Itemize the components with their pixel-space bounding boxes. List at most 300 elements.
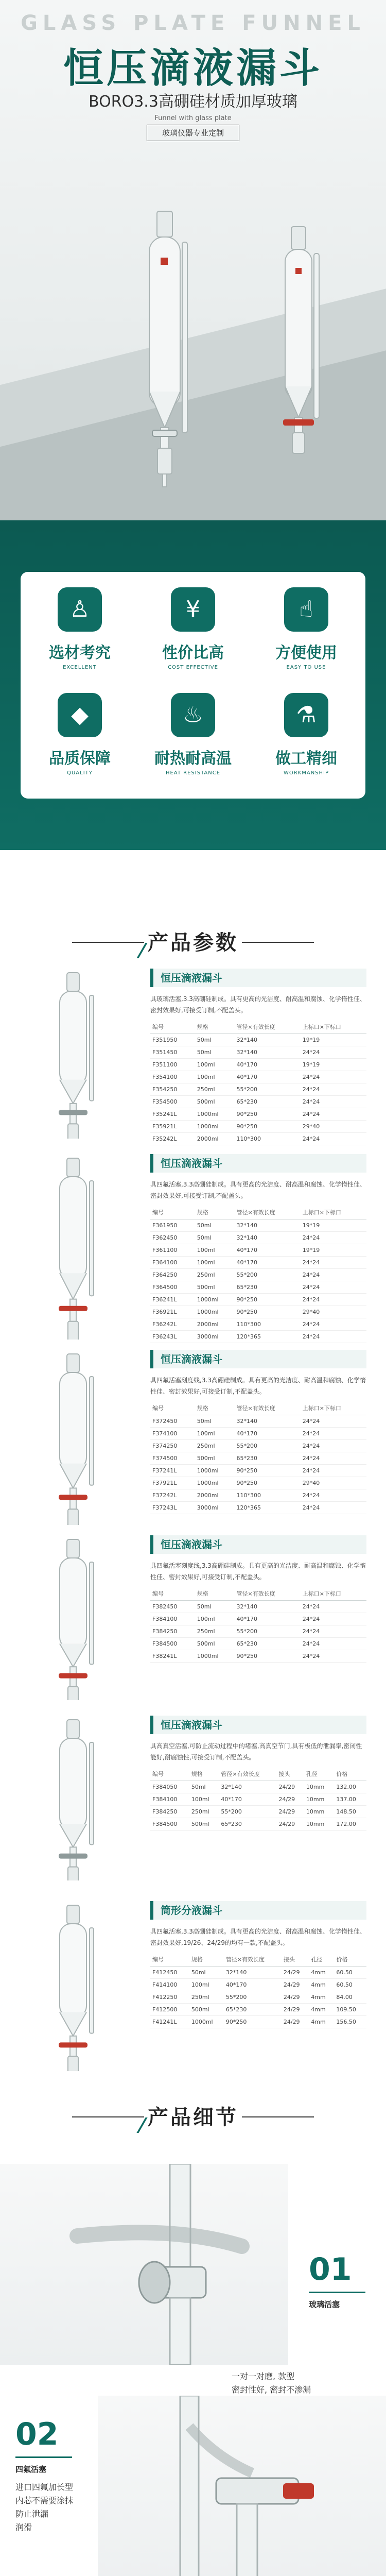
spec-cell: 60.50 bbox=[334, 1966, 366, 1978]
feature-quality bbox=[28, 693, 131, 776]
feature-label: 做工精细 bbox=[275, 750, 337, 768]
table-row bbox=[150, 1120, 366, 1132]
table-row bbox=[150, 1318, 366, 1330]
detail-title: 玻璃活塞 bbox=[309, 2300, 340, 2309]
spec-cell: F361950 bbox=[150, 1219, 195, 1231]
spec-cell: 24*24 bbox=[301, 1330, 366, 1343]
spec-cell: 55*200 bbox=[219, 1805, 276, 1818]
spec-header-cell: 规格 bbox=[189, 1767, 219, 1781]
spec-cell: 24/29 bbox=[282, 2003, 309, 2015]
spec-cell: F35242L bbox=[150, 1132, 195, 1145]
spec-cell: 24/29 bbox=[276, 1793, 304, 1805]
spec-cell: F374100 bbox=[150, 1427, 195, 1439]
feature-label: 方便使用 bbox=[275, 644, 337, 662]
spec-cell: 24/29 bbox=[282, 1991, 309, 2003]
spec-cell: 137.00 bbox=[334, 1793, 366, 1805]
table-row bbox=[150, 1095, 366, 1108]
spec-cell: F35241L bbox=[150, 1108, 195, 1120]
spec-cell: 24*24 bbox=[301, 1427, 366, 1439]
table-row bbox=[150, 1132, 366, 1145]
detail-number: 01 bbox=[309, 2251, 352, 2287]
table-row bbox=[150, 1058, 366, 1071]
spec-cell: 24*24 bbox=[301, 1637, 366, 1650]
spec-cell: 24*24 bbox=[301, 1046, 366, 1058]
spec-cell: 50ml bbox=[195, 1415, 235, 1427]
feature-sublabel: EASY TO USE bbox=[286, 665, 326, 670]
spec-cell: F384250 bbox=[150, 1625, 195, 1637]
spec-cell: 50ml bbox=[189, 1966, 224, 1978]
stopcock-drawing bbox=[0, 2164, 288, 2365]
spec-cell: F35921L bbox=[150, 1120, 195, 1132]
spec-cell: 24*24 bbox=[301, 1293, 366, 1306]
spec-cell: 40*170 bbox=[234, 1427, 300, 1439]
spec-cell: 4mm bbox=[309, 2015, 334, 2028]
spec-cell: 24/29 bbox=[276, 1805, 304, 1818]
spec-header-cell: 编号 bbox=[150, 1401, 195, 1415]
spec-cell: 24*24 bbox=[301, 1464, 366, 1477]
table-row bbox=[150, 1108, 366, 1120]
table-row bbox=[150, 1427, 366, 1439]
spec-cell: 24*24 bbox=[301, 1600, 366, 1613]
detail-bar bbox=[15, 2456, 72, 2458]
spec-header-cell: 上标口×下标口 bbox=[301, 1206, 366, 1219]
spec-cell: 1000ml bbox=[195, 1120, 235, 1132]
spec-cell: 55*200 bbox=[234, 1625, 300, 1637]
spec-cell: F364500 bbox=[150, 1281, 195, 1293]
spec-cell: 24*24 bbox=[301, 1071, 366, 1083]
table-row bbox=[150, 1501, 366, 1514]
detail-line: 防止泄漏 bbox=[15, 2509, 49, 2519]
spec-cell: 120*365 bbox=[234, 1330, 300, 1343]
spec-cell: 55*200 bbox=[234, 1268, 300, 1281]
spec-cell: 40*170 bbox=[234, 1613, 300, 1625]
spec-header-cell: 管径×有效长度 bbox=[224, 1953, 282, 1966]
feature-sublabel: COST EFFECTIVE bbox=[168, 665, 218, 670]
spec-header-cell: 规格 bbox=[189, 1953, 224, 1966]
spec-cell: 24/29 bbox=[282, 1966, 309, 1978]
spec-cell: F41241L bbox=[150, 2015, 189, 2028]
spec-cell: 100ml bbox=[195, 1256, 235, 1268]
spec-cell: 32*140 bbox=[234, 1415, 300, 1427]
spec-header-cell: 编号 bbox=[150, 1587, 195, 1600]
spec-cell: 2000ml bbox=[195, 1489, 235, 1501]
spec-cell: F412500 bbox=[150, 2003, 189, 2015]
product-image bbox=[20, 1350, 128, 1525]
spec-cell: 100ml bbox=[195, 1071, 235, 1083]
thermometer-icon: ♨ bbox=[171, 693, 215, 737]
product-description: 具四氟活塞,3.3高硼硅制成。具有更高的光洁度、耐高温和腐蚀、化学惰性佳、密封效果好,可接受订制,不配盖头。 bbox=[150, 1181, 366, 1199]
diamond-icon: ◆ bbox=[58, 693, 102, 737]
spec-header-cell: 价格 bbox=[334, 1767, 366, 1781]
feature-label: 选材考究 bbox=[49, 644, 111, 662]
spec-cell: F36243L bbox=[150, 1330, 195, 1343]
spec-cell: 109.50 bbox=[334, 2003, 366, 2015]
spec-cell: 500ml bbox=[189, 2003, 224, 2015]
product-description: 具玻璃活塞,3.3高硼硅制成。具有更高的光洁度、耐高温和腐蚀、化学惰性佳、密封效果好,可接受订制,不配盖头。 bbox=[150, 995, 366, 1014]
product-image bbox=[20, 1535, 128, 1700]
feature-material bbox=[28, 587, 131, 670]
spec-cell: 90*250 bbox=[234, 1108, 300, 1120]
spec-header-cell: 编号 bbox=[150, 1020, 195, 1033]
spec-cell: 40*170 bbox=[234, 1058, 300, 1071]
spec-header-cell: 价格 bbox=[334, 1953, 366, 1966]
spec-cell: 172.00 bbox=[334, 1818, 366, 1830]
spec-cell: 24/29 bbox=[276, 1818, 304, 1830]
spec-cell: 55*200 bbox=[224, 1991, 282, 2003]
hero-badge: 玻璃仪器专业定制 bbox=[147, 125, 239, 141]
spec-cell: 1000ml bbox=[195, 1108, 235, 1120]
spec-cell: F372450 bbox=[150, 1415, 195, 1427]
table-row bbox=[150, 1477, 366, 1489]
spec-cell: 2000ml bbox=[195, 1132, 235, 1145]
spec-cell: 3000ml bbox=[195, 1330, 235, 1343]
table-row bbox=[150, 1991, 366, 2003]
spec-cell: 90*250 bbox=[234, 1293, 300, 1306]
spec-cell: 90*250 bbox=[234, 1464, 300, 1477]
product-description: 具四氟活塞,3.3高硼硅制成。具有更高的光洁度、耐高温和腐蚀、化学惰性佳、密封效果好,19/26、24/29的均有一款,不配盖头。 bbox=[150, 1928, 366, 1946]
spec-cell: F354100 bbox=[150, 1071, 195, 1083]
spec-header-row bbox=[150, 1587, 366, 1600]
spec-cell: 10mm bbox=[304, 1781, 334, 1793]
spec-cell: 24/29 bbox=[276, 1781, 304, 1793]
hero-en-title: GLASS PLATE FUNNEL bbox=[21, 11, 365, 35]
spec-cell: 40*170 bbox=[234, 1244, 300, 1256]
product-title: 恒压滴液漏斗 bbox=[161, 1353, 222, 1365]
spec-cell: 40*170 bbox=[234, 1256, 300, 1268]
spec-cell: 29*40 bbox=[301, 1120, 366, 1132]
spec-cell: F38241L bbox=[150, 1650, 195, 1662]
detail-text bbox=[232, 2370, 376, 2397]
feature-label: 耐热耐高温 bbox=[154, 750, 232, 768]
spec-cell: F351950 bbox=[150, 1033, 195, 1046]
detail-bar bbox=[309, 2292, 365, 2293]
table-row bbox=[150, 1781, 366, 1793]
spec-cell: 24*24 bbox=[301, 1281, 366, 1293]
spec-cell: 3000ml bbox=[195, 1501, 235, 1514]
detail-ptfe-stopcock-image bbox=[98, 2396, 386, 2576]
feature-easy bbox=[255, 587, 358, 670]
spec-cell: 148.50 bbox=[334, 1805, 366, 1818]
spec-cell: 50ml bbox=[195, 1033, 235, 1046]
spec-cell: 24*24 bbox=[301, 1501, 366, 1514]
spec-cell: 132.00 bbox=[334, 1781, 366, 1793]
spec-cell: 24*24 bbox=[301, 1318, 366, 1330]
spec-cell: 50ml bbox=[195, 1046, 235, 1058]
spec-header-cell: 孔径 bbox=[309, 1953, 334, 1966]
spec-cell: 40*170 bbox=[234, 1071, 300, 1083]
spec-cell: 24*24 bbox=[301, 1415, 366, 1427]
spec-header-row bbox=[150, 1206, 366, 1219]
hand-icon: ☝ bbox=[284, 587, 328, 632]
spec-cell: F384500 bbox=[150, 1637, 195, 1650]
table-row bbox=[150, 1978, 366, 1991]
spec-cell: 100ml bbox=[195, 1427, 235, 1439]
feature-cost bbox=[142, 587, 244, 670]
spec-cell: 120*365 bbox=[234, 1501, 300, 1514]
spec-cell: 29*40 bbox=[301, 1477, 366, 1489]
spec-cell: F364250 bbox=[150, 1268, 195, 1281]
chess-icon: ♙ bbox=[58, 587, 102, 632]
spec-cell: 50ml bbox=[195, 1231, 235, 1244]
table-row bbox=[150, 1219, 366, 1231]
table-row bbox=[150, 1489, 366, 1501]
product-description: 具高真空活塞,可防止流动过程中的堵塞,高真空节门,具有极低的泄漏率,密闭性能好,耐腐蚀性,可接受订制,不配盖头。 bbox=[150, 1742, 362, 1761]
spec-cell: F384250 bbox=[150, 1805, 189, 1818]
spec-cell: 40*170 bbox=[219, 1793, 276, 1805]
spec-cell: 100ml bbox=[189, 1793, 219, 1805]
product-title: 恒压滴液漏斗 bbox=[161, 972, 222, 984]
features-card bbox=[21, 572, 365, 799]
detail-text bbox=[15, 2481, 98, 2534]
spec-header-cell: 规格 bbox=[195, 1206, 235, 1219]
feature-label: 性价比高 bbox=[162, 644, 224, 662]
spec-cell: 4mm bbox=[309, 2003, 334, 2015]
table-row bbox=[150, 1452, 366, 1464]
feature-label: 品质保障 bbox=[49, 750, 111, 768]
spec-cell: 19*19 bbox=[301, 1033, 366, 1046]
spec-cell: 24/29 bbox=[282, 1978, 309, 1991]
spec-cell: 50ml bbox=[195, 1219, 235, 1231]
divider-right bbox=[242, 2116, 314, 2117]
spec-cell: 19*19 bbox=[301, 1058, 366, 1071]
table-row bbox=[150, 1231, 366, 1244]
spec-cell: F362450 bbox=[150, 1231, 195, 1244]
spec-cell: 10mm bbox=[304, 1818, 334, 1830]
spec-cell: 84.00 bbox=[334, 1991, 366, 2003]
product-title: 恒压滴液漏斗 bbox=[161, 1157, 222, 1170]
detail-title: 四氟活塞 bbox=[15, 2465, 47, 2474]
spec-cell: 500ml bbox=[195, 1095, 235, 1108]
spec-cell: 4mm bbox=[309, 1978, 334, 1991]
table-row bbox=[150, 1793, 366, 1805]
spec-cell: 24*24 bbox=[301, 1452, 366, 1464]
table-row bbox=[150, 1281, 366, 1293]
hero-subtitle: BORO3.3高硼硅材质加厚玻璃 bbox=[89, 93, 297, 111]
spec-header-cell: 孔径 bbox=[304, 1767, 334, 1781]
spec-cell: F37921L bbox=[150, 1477, 195, 1489]
spec-cell: 90*250 bbox=[234, 1306, 300, 1318]
spec-cell: 90*250 bbox=[234, 1120, 300, 1132]
spec-cell: 500ml bbox=[195, 1452, 235, 1464]
product-title-tag bbox=[150, 969, 366, 987]
spec-cell: 10mm bbox=[304, 1805, 334, 1818]
spec-cell: 65*230 bbox=[234, 1452, 300, 1464]
spec-cell: F36241L bbox=[150, 1293, 195, 1306]
spec-cell: 250ml bbox=[195, 1439, 235, 1452]
spec-cell: F382450 bbox=[150, 1600, 195, 1613]
spec-cell: F354250 bbox=[150, 1083, 195, 1095]
spec-cell: 24*24 bbox=[301, 1231, 366, 1244]
table-row bbox=[150, 1650, 366, 1662]
table-row bbox=[150, 1805, 366, 1818]
spec-header-cell: 上标口×下标口 bbox=[301, 1020, 366, 1033]
spec-cell: 32*140 bbox=[234, 1219, 300, 1231]
spec-cell: 55*200 bbox=[234, 1083, 300, 1095]
table-row bbox=[150, 1256, 366, 1268]
spec-cell: 19*19 bbox=[301, 1244, 366, 1256]
spec-cell: 32*140 bbox=[234, 1231, 300, 1244]
spec-cell: 24*24 bbox=[301, 1613, 366, 1625]
spec-cell: 24*24 bbox=[301, 1256, 366, 1268]
table-row bbox=[150, 1415, 366, 1427]
spec-cell: 1000ml bbox=[195, 1464, 235, 1477]
spec-cell: 1000ml bbox=[195, 1477, 235, 1489]
detail-line: 进口四氟加长型 bbox=[15, 2482, 74, 2492]
spec-cell: 65*230 bbox=[234, 1281, 300, 1293]
spec-cell: 500ml bbox=[189, 1818, 219, 1830]
spec-cell: 24*24 bbox=[301, 1083, 366, 1095]
spec-cell: 24*24 bbox=[301, 1108, 366, 1120]
spec-cell: 4mm bbox=[309, 1966, 334, 1978]
table-row bbox=[150, 1464, 366, 1477]
feature-heat bbox=[142, 693, 244, 776]
table-row bbox=[150, 1625, 366, 1637]
table-row bbox=[150, 2003, 366, 2015]
spec-cell: 100ml bbox=[195, 1058, 235, 1071]
spec-cell: 250ml bbox=[195, 1083, 235, 1095]
spec-cell: 65*230 bbox=[234, 1095, 300, 1108]
table-row bbox=[150, 1046, 366, 1058]
spec-cell: 100ml bbox=[195, 1613, 235, 1625]
detail-glass-stopcock-image bbox=[0, 2164, 288, 2365]
product-block bbox=[0, 1350, 386, 1525]
spec-cell: F384050 bbox=[150, 1781, 189, 1793]
product-title-tag bbox=[150, 1901, 366, 1920]
spec-header-cell: 接头 bbox=[276, 1767, 304, 1781]
spec-header-row bbox=[150, 1953, 366, 1966]
product-image bbox=[20, 1901, 128, 2071]
spec-header-cell: 上标口×下标口 bbox=[301, 1401, 366, 1415]
spec-cell: 32*140 bbox=[219, 1781, 276, 1793]
spec-cell: 2000ml bbox=[195, 1318, 235, 1330]
spec-header-cell: 管径×有效长度 bbox=[234, 1587, 300, 1600]
product-title: 恒压滴液漏斗 bbox=[161, 1538, 222, 1551]
table-row bbox=[150, 1818, 366, 1830]
spec-cell: 32*140 bbox=[234, 1033, 300, 1046]
table-row bbox=[150, 1268, 366, 1281]
spec-cell: F364100 bbox=[150, 1256, 195, 1268]
spec-header-cell: 规格 bbox=[195, 1587, 235, 1600]
spec-header-row bbox=[150, 1401, 366, 1415]
hero-small-text: Funnel with glass plate bbox=[154, 114, 232, 122]
product-block bbox=[0, 1154, 386, 1340]
product-description: 具四氟活塞刻度线,3.3高硼硅制成。具有更高的光洁度、耐高温和腐蚀、化学惰性佳、密封效果好,可接受订制,不配盖头。 bbox=[150, 1377, 366, 1395]
detail-number: 02 bbox=[15, 2416, 59, 2452]
table-row bbox=[150, 1637, 366, 1650]
spec-cell: 32*140 bbox=[234, 1600, 300, 1613]
spec-header-cell: 管径×有效长度 bbox=[234, 1206, 300, 1219]
spec-cell: 1000ml bbox=[195, 1293, 235, 1306]
spec-cell: F412250 bbox=[150, 1991, 189, 2003]
spec-header-cell: 编号 bbox=[150, 1767, 189, 1781]
spec-cell: F351100 bbox=[150, 1058, 195, 1071]
product-block bbox=[0, 969, 386, 1142]
product-block bbox=[0, 1716, 386, 1880]
spec-cell: F412450 bbox=[150, 1966, 189, 1978]
table-row bbox=[150, 1293, 366, 1306]
price-icon: ¥ bbox=[171, 587, 215, 632]
spec-header-cell: 编号 bbox=[150, 1206, 195, 1219]
spec-cell: F361100 bbox=[150, 1244, 195, 1256]
spec-cell: 24*24 bbox=[301, 1650, 366, 1662]
section-title: 产品细节 bbox=[148, 2106, 238, 2129]
spec-cell: 65*230 bbox=[219, 1818, 276, 1830]
spec-cell: 24*24 bbox=[301, 1095, 366, 1108]
spec-cell: 24*24 bbox=[301, 1132, 366, 1145]
spec-header-cell: 规格 bbox=[195, 1020, 235, 1033]
product-image bbox=[20, 1716, 128, 1880]
spec-cell: F351450 bbox=[150, 1046, 195, 1058]
spec-cell: 24*24 bbox=[301, 1625, 366, 1637]
spec-cell: F37241L bbox=[150, 1464, 195, 1477]
feature-sublabel: HEAT RESISTANCE bbox=[165, 770, 221, 776]
product-block bbox=[0, 1535, 386, 1700]
table-row bbox=[150, 1439, 366, 1452]
spec-cell: 250ml bbox=[195, 1268, 235, 1281]
spec-cell: 50ml bbox=[189, 1781, 219, 1793]
spec-cell: 110*300 bbox=[234, 1489, 300, 1501]
detail-line: 内芯不需要涂抹 bbox=[15, 2496, 74, 2505]
spec-cell: 60.50 bbox=[334, 1978, 366, 1991]
hero-banner bbox=[0, 0, 386, 520]
funnel-right-image bbox=[268, 222, 329, 464]
table-row bbox=[150, 1071, 366, 1083]
spec-cell: 24*24 bbox=[301, 1439, 366, 1452]
spec-header-row bbox=[150, 1767, 366, 1781]
spec-header-row bbox=[150, 1020, 366, 1033]
spec-header-cell: 管径×有效长度 bbox=[234, 1020, 300, 1033]
product-title: 恒压滴液漏斗 bbox=[161, 1719, 222, 1731]
spec-cell: 250ml bbox=[189, 1805, 219, 1818]
spec-cell: 24/29 bbox=[282, 2015, 309, 2028]
spec-cell: F384500 bbox=[150, 1818, 189, 1830]
funnel-left-image bbox=[129, 201, 201, 489]
spec-cell: 40*170 bbox=[224, 1978, 282, 1991]
spec-cell: 32*140 bbox=[224, 1966, 282, 1978]
spec-cell: F354500 bbox=[150, 1095, 195, 1108]
spec-cell: 110*300 bbox=[234, 1132, 300, 1145]
spec-cell: F36242L bbox=[150, 1318, 195, 1330]
spec-cell: 19*19 bbox=[301, 1219, 366, 1231]
spec-cell: 1000ml bbox=[195, 1650, 235, 1662]
feature-sublabel: WORKMANSHIP bbox=[283, 770, 329, 776]
spec-cell: 90*250 bbox=[224, 2015, 282, 2028]
detail-line: 一对一对磨, 款型 bbox=[232, 2371, 295, 2381]
spec-cell: F374500 bbox=[150, 1452, 195, 1464]
product-title-tag bbox=[150, 1716, 366, 1734]
table-row bbox=[150, 1033, 366, 1046]
detail-line: 润滑 bbox=[15, 2522, 32, 2532]
spec-cell: 65*230 bbox=[224, 2003, 282, 2015]
product-title-tag bbox=[150, 1350, 366, 1368]
spec-cell: 24*24 bbox=[301, 1268, 366, 1281]
spec-cell: 4mm bbox=[309, 1991, 334, 2003]
spec-cell: F414100 bbox=[150, 1978, 189, 1991]
spec-cell: 65*230 bbox=[234, 1637, 300, 1650]
table-row bbox=[150, 1244, 366, 1256]
section-title: 产品参数 bbox=[148, 931, 238, 955]
ptfe-stopcock-drawing bbox=[98, 2396, 386, 2576]
flask-icon: ⚗ bbox=[284, 693, 328, 737]
divider-right bbox=[242, 942, 314, 943]
spec-cell: 29*40 bbox=[301, 1306, 366, 1318]
spec-cell: F36921L bbox=[150, 1306, 195, 1318]
spec-cell: 24*24 bbox=[301, 1489, 366, 1501]
spec-cell: 100ml bbox=[195, 1244, 235, 1256]
spec-cell: 500ml bbox=[195, 1281, 235, 1293]
table-row bbox=[150, 1083, 366, 1095]
spec-cell: 250ml bbox=[195, 1625, 235, 1637]
